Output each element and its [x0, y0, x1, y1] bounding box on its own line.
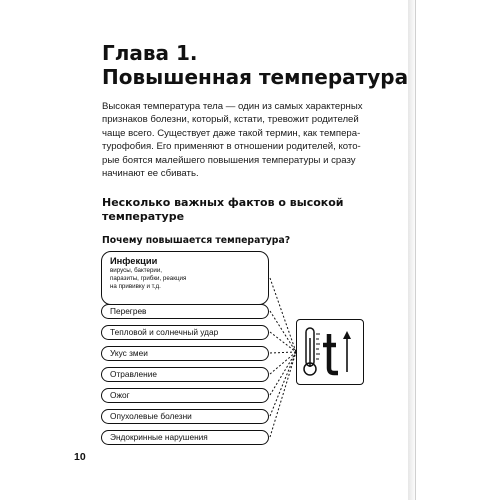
cause-box: Ожог [101, 388, 269, 403]
cause-box: Перегрев [101, 304, 269, 319]
intro-line: рые боятся малейшего повышения температуры и сразу [102, 154, 356, 166]
intro-line: Высокая температура тела — один из самых характерных [102, 101, 363, 112]
diagram-question: Почему повышается температура? [102, 235, 291, 246]
cause-infection-detail: на прививку и т.д. [110, 283, 161, 290]
chapter-title-line-1: Глава 1. [102, 41, 198, 65]
intro-line: турофобия. Его применяют в отношении родителей, кото- [102, 141, 361, 153]
page-number: 10 [74, 451, 86, 463]
cause-infection-box [101, 251, 269, 305]
cause-box: Эндокринные нарушения [101, 430, 269, 445]
section-heading-line-2: температуре [102, 210, 185, 223]
intro-line: начинают ее сбивать. [102, 168, 199, 180]
cause-infection-detail: паразиты, грибки, реакция [110, 275, 187, 282]
cause-infection-detail: вирусы, бактерии, [110, 267, 163, 274]
intro-line: чаще всего. Существует даже такой термин, как темпера- [102, 127, 361, 139]
cause-infection-title: Инфекции [110, 256, 158, 266]
thermometer-icon [297, 320, 361, 382]
cause-box: Тепловой и солнечный удар [101, 325, 269, 340]
chapter-title-line-2: Повышенная температура [102, 65, 409, 89]
cause-box: Опухолевые болезни [101, 409, 269, 424]
cause-box: Укус змеи [101, 346, 269, 361]
cause-box: Отравление [101, 367, 269, 382]
thermometer-t-arrow-icon [296, 319, 364, 385]
intro-line: признаков болезни, который, кстати, тревожит родителей [102, 114, 359, 126]
section-heading-line-1: Несколько важных фактов о высокой [102, 196, 344, 209]
